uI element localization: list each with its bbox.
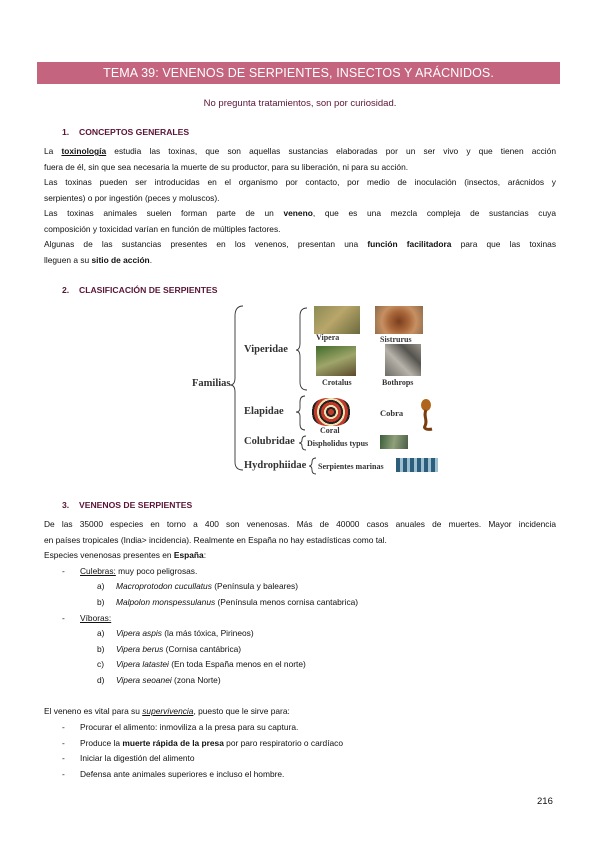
- boomslang-photo: [380, 435, 408, 449]
- species-sea-snakes: Serpientes marinas: [318, 462, 384, 471]
- vibora-species-item: Vipera aspis (la más tóxica, Pirineos): [116, 628, 254, 638]
- species-cobra: Cobra: [380, 408, 404, 418]
- document-title: TEMA 39: VENENOS DE SERPIENTES, INSECTOS Y ARÁCNIDOS.: [103, 66, 494, 80]
- venom-purpose-intro: El veneno es vital para su supervivencia, puesto que le sirve para:: [44, 706, 290, 716]
- document-title-banner: [37, 62, 560, 84]
- page-number: 216: [537, 796, 553, 807]
- bullet-dash: -: [62, 753, 65, 763]
- species-sistrurus: Sistrurus: [380, 335, 412, 344]
- viboras-label: Víboras:: [80, 613, 112, 623]
- paragraph-line: composición y toxicidad varían en función de múltiples factores.: [44, 223, 281, 234]
- family-elapidae: Elapidae: [244, 406, 284, 417]
- vibora-species-item: Vipera latastei (En toda España menos en el norte): [116, 659, 306, 669]
- list-letter: c): [97, 659, 104, 669]
- venom-use-item: Procurar el alimento: inmoviliza a la presa para su captura.: [80, 722, 299, 732]
- section-1-heading: 1. CONCEPTOS GENERALES: [62, 127, 190, 137]
- species-bothrops: Bothrops: [382, 378, 414, 387]
- sistrurus-photo: [375, 306, 423, 334]
- list-letter: d): [97, 675, 105, 685]
- paragraph-line: serpientes) o por ingestión (peces y moluscos).: [44, 192, 220, 203]
- section-3-intro: [44, 517, 556, 564]
- crotalus-photo: [316, 346, 356, 376]
- venom-use-item: Defensa ante animales superiores e incluso el hombre.: [80, 769, 285, 779]
- list-letter: a): [97, 581, 105, 591]
- section-2-heading: 2. CLASIFICACIÓN DE SERPIENTES: [62, 285, 218, 295]
- venom-use-item: Produce la muerte rápida de la presa por paro respiratorio o cardíaco: [80, 738, 344, 748]
- coral-snake-photo: [312, 398, 350, 426]
- vibora-species-item: Vipera berus (Cornisa cantábrica): [116, 644, 242, 654]
- bullet-dash: -: [62, 566, 65, 576]
- vibora-species-item: Vipera seoanei (zona Norte): [116, 675, 221, 685]
- family-viperidae: Viperidae: [244, 344, 288, 355]
- paragraph-line: lleguen a su sitio de acción.: [44, 254, 153, 265]
- venom-use-item: Iniciar la digestión del alimento: [80, 753, 195, 763]
- cobra-photo: [414, 398, 438, 432]
- culebras-line: Culebras: muy poco peligrosas.: [80, 566, 198, 576]
- paragraph-line: Las toxinas animales suelen forman parte de un veneno, que es una mezcla compleja de sustancias cuya: [44, 208, 557, 218]
- paragraph-line: Especies venenosas presentes en España:: [44, 550, 207, 560]
- paragraph-line: fuera de él, sin que sea necesaria la muerte de su productor, para su liberación, ni para su acción.: [44, 161, 409, 172]
- paragraph-line: Las toxinas pueden ser introducidas en el organismo por contacto, por medio de inoculación (insectos, arácnidos y: [44, 177, 556, 187]
- culebra-species-item: Macroprotodon cucullatus (Península y baleares): [116, 581, 299, 591]
- family-hydrophiidae: Hydrophiidae: [244, 460, 307, 471]
- species-crotalus: Crotalus: [322, 378, 352, 387]
- species-vipera: Vipera: [316, 333, 340, 342]
- bullet-dash: -: [62, 738, 65, 748]
- note-text: No pregunta tratamientos, son por curiosidad.: [203, 98, 397, 109]
- species-coral: Coral: [320, 426, 340, 435]
- family-colubridae: Colubridae: [244, 436, 295, 447]
- bullet-dash: -: [62, 722, 65, 732]
- culebra-species-item: Malpolon monspessulanus (Península menos cornisa cantabrica): [116, 597, 359, 607]
- bullet-dash: -: [62, 769, 65, 779]
- sea-snake-photo: [396, 458, 438, 472]
- bullet-dash: -: [62, 613, 65, 623]
- vipera-photo: [314, 306, 360, 334]
- diagram-root-label: Familias: [192, 378, 231, 389]
- list-letter: b): [97, 597, 105, 607]
- paragraph-line: De las 35000 especies en torno a 400 son venenosas. Más de 40000 casos anuales de muertes. Mayor incidencia: [44, 519, 556, 529]
- list-letter: a): [97, 628, 105, 638]
- section-3-heading: 3. VENENOS DE SERPIENTES: [62, 500, 193, 510]
- section-1-body: [44, 144, 556, 268]
- paragraph-line: Algunas de las sustancias presentes en los venenos, presentan una función facilitadora para que las toxinas: [44, 239, 557, 249]
- list-letter: b): [97, 644, 105, 654]
- bothrops-photo: [385, 344, 421, 376]
- species-dispholidus: Dispholidus typus: [307, 439, 369, 448]
- paragraph-line: La toxinología estudia las toxinas, que son aquellas sustancias elaboradas por un ser vivo y que tienen acción: [44, 146, 556, 156]
- paragraph-line: en países tropicales (India> incidencia). Realmente en España no hay estadísticas como tal.: [44, 534, 387, 545]
